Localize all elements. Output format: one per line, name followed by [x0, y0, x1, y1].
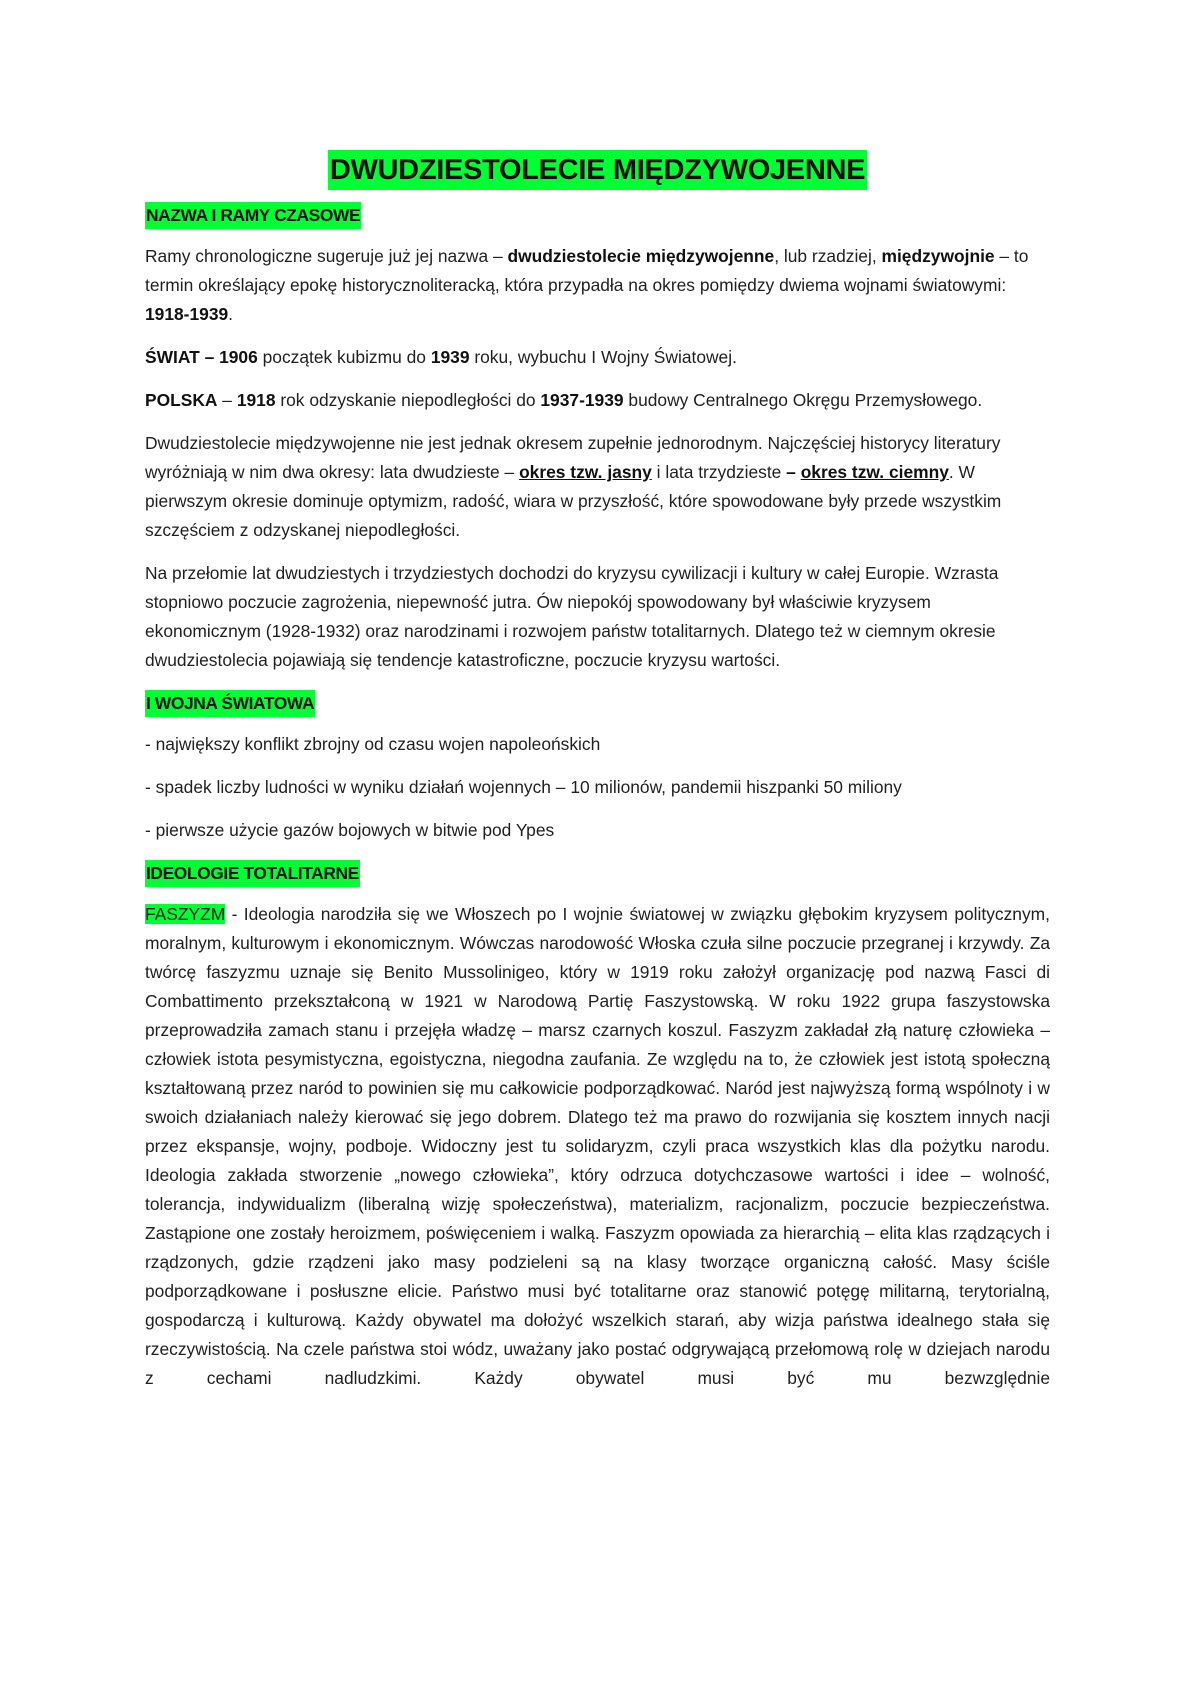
text-run: budowy Centralnego Okręgu Przemysłowego.	[623, 390, 983, 410]
highlighted-term-faszyzm: FASZYZM	[145, 904, 226, 924]
underlined-term: okres tzw. jasny	[519, 462, 652, 482]
bold-term: dwudziestolecie międzywojenne	[507, 246, 775, 266]
paragraph-kryzys: Na przełomie lat dwudziestych i trzydziestych dochodzi do kryzysu cywilizacji i kultury w całej Europie. Wzrasta stopniowo poczucie zagrożenia, niepewność jutra. Ów niepokój spowodowany był właściwie kryzysem ekonomicznym (1928-1932) oraz narodzinami i rozwojem państw totalitarnych. Dlatego też w ciemnym okresie dwudziestolecia pojawiają się tendencje katastroficzne, poczucie kryzysu wartości.	[145, 563, 999, 670]
paragraph-polska	[145, 386, 1050, 415]
text-run: i lata trzydzieste	[651, 462, 787, 482]
bold-dash: –	[786, 462, 796, 482]
paragraph-okresy	[145, 429, 1050, 545]
document-title: DWUDZIESTOLECIE MIĘDZYWOJENNE	[328, 150, 867, 190]
section-heading-container	[145, 201, 1050, 230]
title-container	[145, 150, 1050, 190]
text-run: .	[228, 304, 234, 324]
underlined-term: okres tzw. ciemny	[800, 462, 949, 482]
section-heading-container	[145, 859, 1050, 888]
list-item: - spadek liczby ludności w wyniku działań wojennych – 10 milionów, pandemii hiszpanki 50 miliony	[145, 777, 902, 797]
text-run: –	[217, 390, 237, 410]
section-heading-nazwa: NAZWA I RAMY CZASOWE	[145, 202, 361, 229]
text-run: roku, wybuchu I Wojny Światowej.	[469, 347, 737, 367]
list-item: - największy konflikt zbrojny od czasu wojen napoleońskich	[145, 734, 601, 754]
paragraph-faszyzm	[145, 900, 1050, 1393]
text-run: . W pierwszym okresie dominuje optymizm, radość, wiara w przyszłość, które spowodowane były przede wszystkim szczęściem z odzyskanej niepodległości.	[145, 462, 1002, 540]
document-page	[145, 150, 1050, 1407]
paragraph-swiat	[145, 343, 1050, 372]
text-run: Dwudziestolecie międzywojenne nie jest jednak okresem zupełnie jednorodnym. Najczęściej historycy literatury wyróżniają w nim dwa okresy: lata dwudzieste –	[145, 433, 1001, 482]
bold-date: 1939	[430, 347, 470, 367]
bold-date: 1918	[236, 390, 276, 410]
paragraph-ramy	[145, 242, 1050, 329]
list-item: - pierwsze użycie gazów bojowych w bitwie pod Ypes	[145, 820, 555, 840]
text-run: , lub rzadziej,	[774, 246, 882, 266]
bold-term: międzywojnie	[881, 246, 995, 266]
section-heading-ideologie: IDEOLOGIE TOTALITARNE	[145, 860, 360, 887]
section-heading-container	[145, 689, 1050, 718]
text-run: – to termin określający epokę historycznoliteracką, która przypadła na okres pomiędzy dwiema wojnami światowymi:	[145, 246, 1029, 295]
bold-date: 1918-1939	[145, 304, 229, 324]
bold-term: POLSKA	[145, 390, 218, 410]
section-heading-wojna: I WOJNA ŚWIATOWA	[145, 690, 315, 717]
text-run: rok odzyskanie niepodległości do	[275, 390, 541, 410]
text-run: początek kubizmu do	[257, 347, 431, 367]
text-run: Ramy chronologiczne sugeruje już jej nazwa –	[145, 246, 508, 266]
bold-term: ŚWIAT – 1906	[145, 347, 258, 367]
bold-date: 1937-1939	[540, 390, 624, 410]
text-run: - Ideologia narodziła się we Włoszech po I wojnie światowej w związku głębokim kryzysem politycznym, moralnym, kulturowym i ekonomicznym. Wówczas narodowość Włoska czuła silne poczucie przegranej i krzywdy. Za twórcę faszyzmu uznaje się Benito Mussolinigeo, który w 1919 roku założył organizację pod nazwą Fasci di Combattimento przekształconą w 1921 w Narodową Partię Faszystowską. W roku 1922 grupa faszystowska przeprowadziła zamach stanu i przejęła władzę – marsz czarnych koszul. Faszyzm zakładał złą naturę człowieka – człowiek istota pesymistyczna, egoistyczna, niegodna zaufania. Ze względu na to, że człowiek jest istotą społeczną kształtowaną przez naród to powinien się mu całkowicie podporządkować. Naród jest najwyższą formą wspólnoty i w swoich działaniach należy kierować się jego dobrem. Dlatego też ma prawo do rozwijania się kosztem innych nacji przez ekspansje, wojny, podboje. Widoczny jest tu solidaryzm, czyli praca wszystkich klas dla pożytku narodu. Ideologia zakłada stworzenie „nowego człowieka”, który odrzuca dotychczasowe wartości i idee – wolność, tolerancja, indywidualizm (liberalną wizję społeczeństwa), materializm, racjonalizm, poczucie bezpieczeństwa. Zastąpione one zostały heroizmem, poświęceniem i walką. Faszyzm opowiada za hierarchią – elita klas rządzących i rządzonych, gdzie rządzeni jako masy podzieleni są na klasy tworzące organiczną całość. Masy ściśle podporządkowane i posłuszne elicie. Państwo musi być totalitarne oraz stanowić potęgę militarną, terytorialną, gospodarczą i kulturową. Każdy obywatel ma dołożyć wszelkich starań, aby wizja państwa idealnego stała się rzeczywistością. Na czele państwa stoi wódz, uważany jako postać odgrywającą przełomową rolę w dziejach narodu z cechami nadludzkimi. Każdy obywatel musi być mu bezwzględnie	[145, 904, 1050, 1388]
